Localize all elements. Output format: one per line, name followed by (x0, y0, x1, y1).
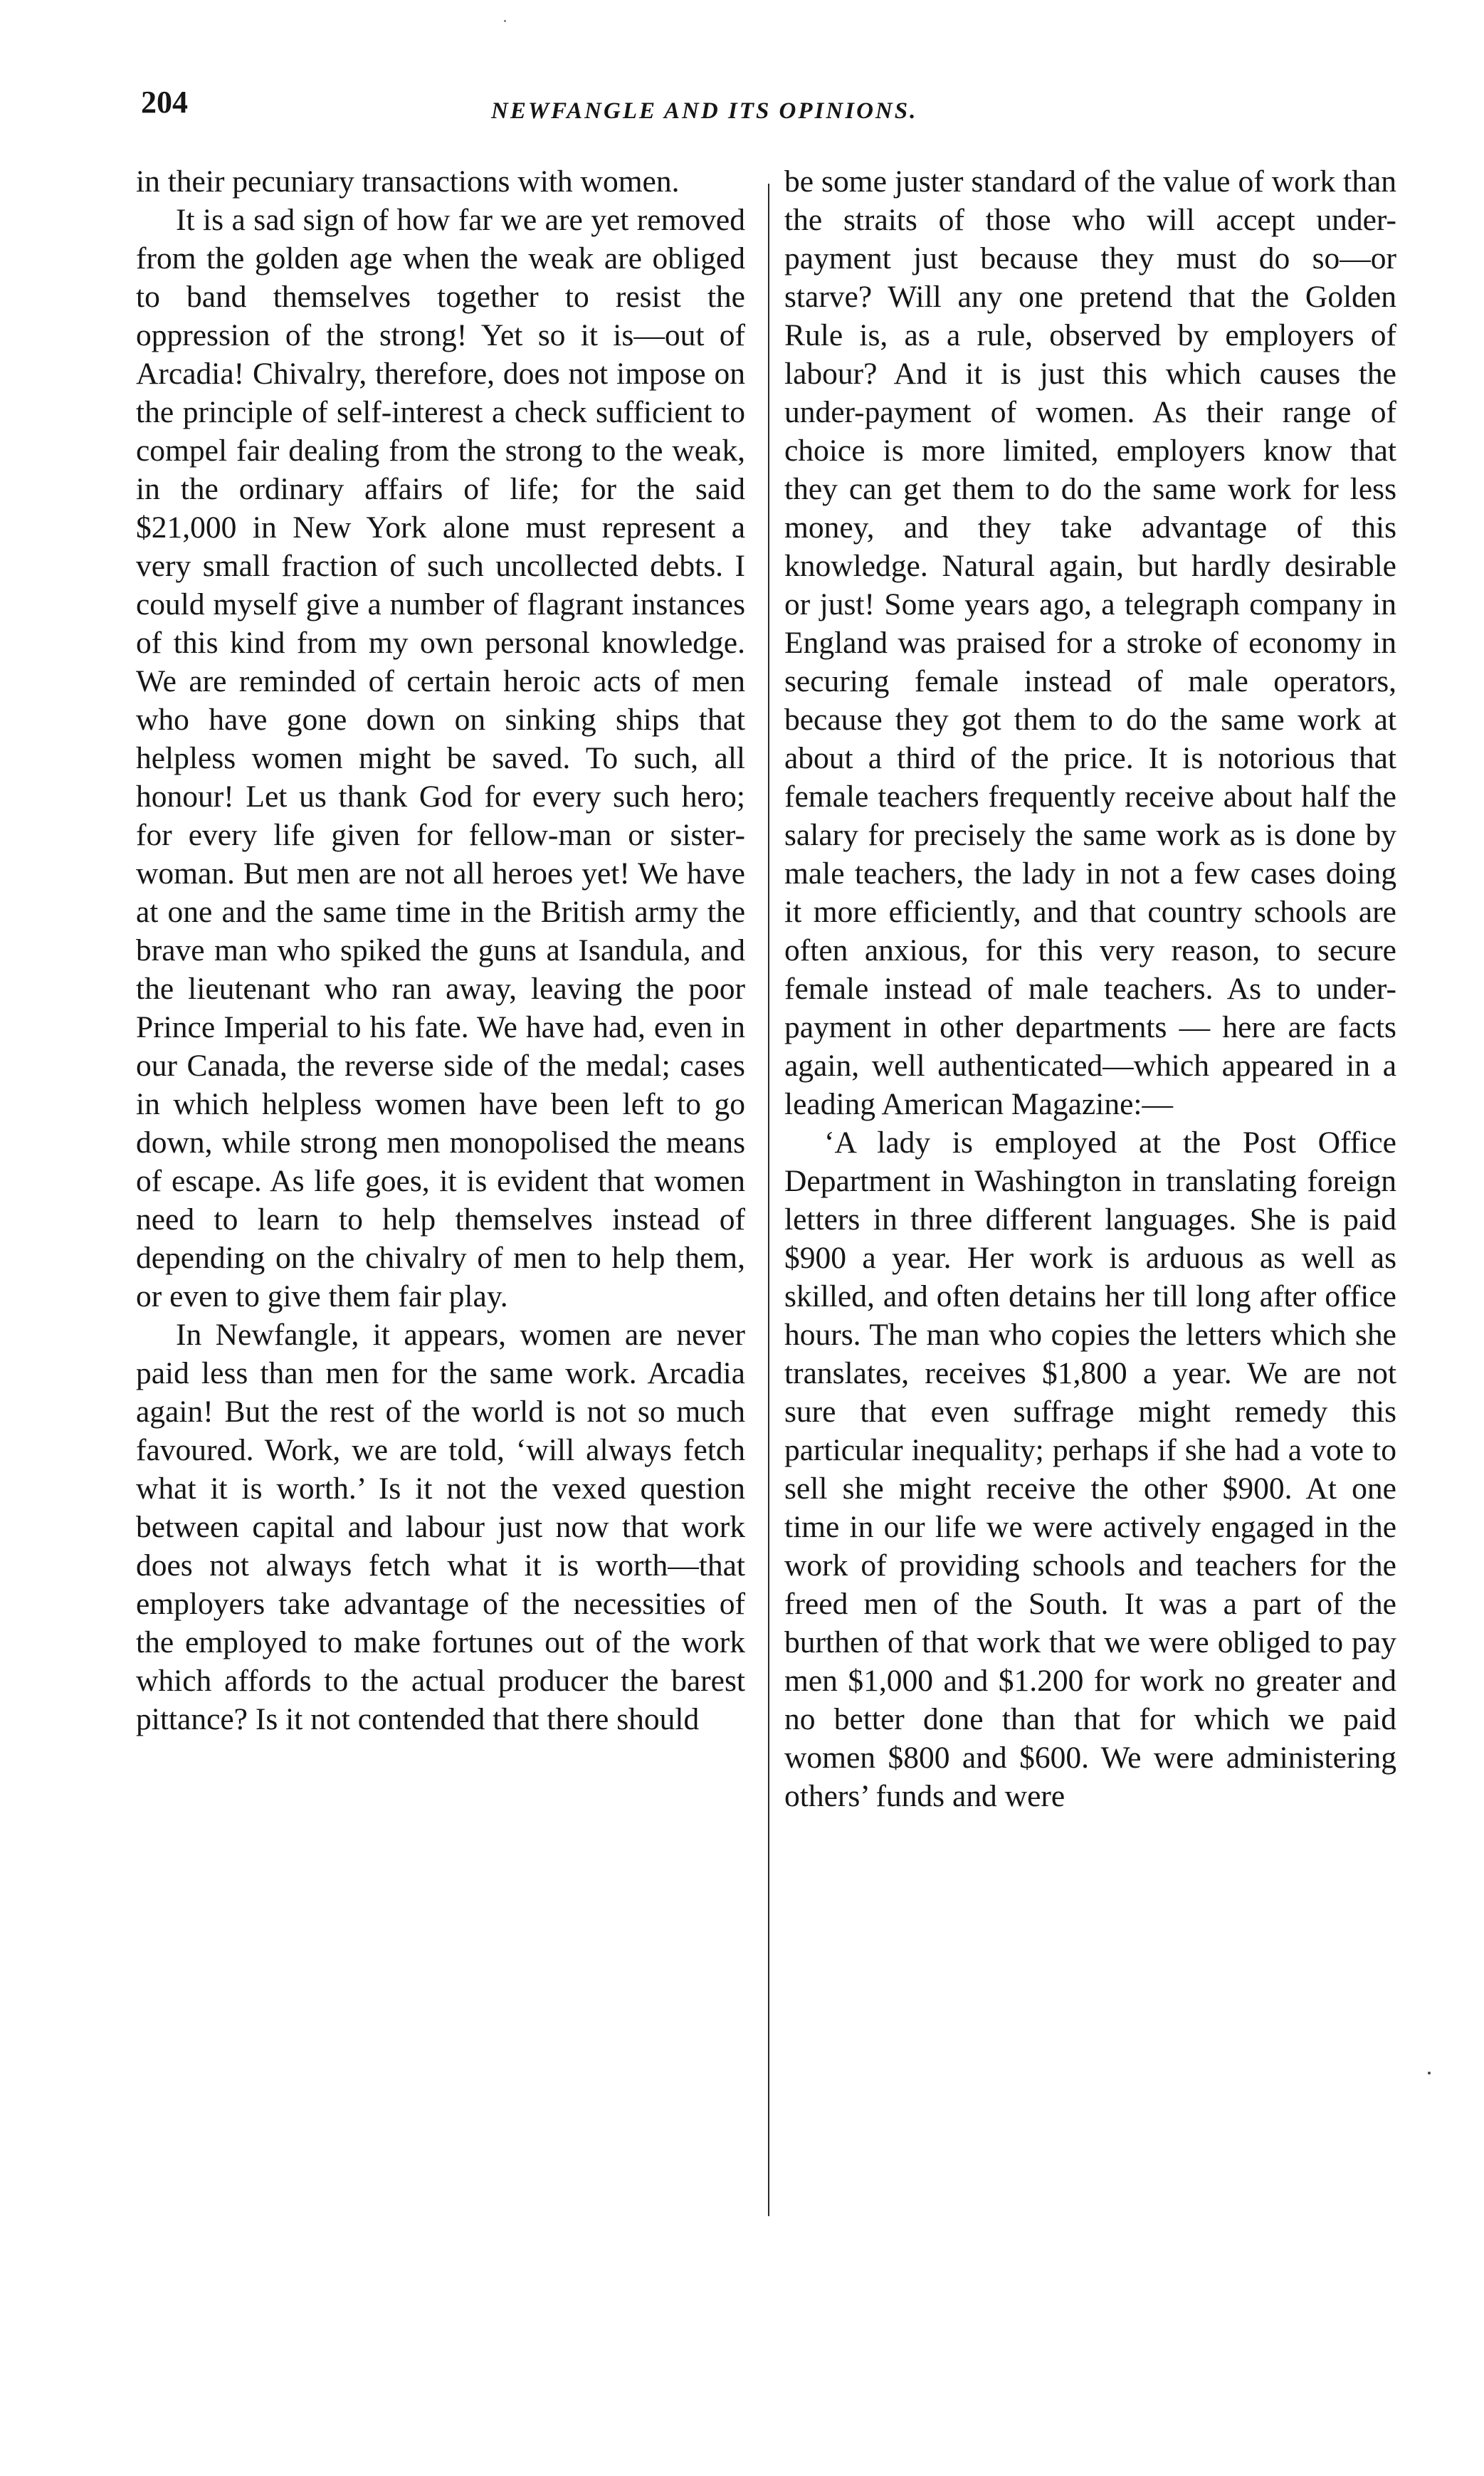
left-text-column (136, 162, 745, 1738)
right-paragraph-1: be some juster standard of the value of work than the straits of those who will accept under-payment just because they must do so—or starve? Will any one pretend that the Golden Rule is, as a rule, observed by employers of labour? And it is just this which causes the under-payment of women. As their range of choice is more limited, employers know that they can get them to do the same work for less money, and they take advantage of this knowledge. Natural again, but hardly desirable or just! Some years ago, a telegraph company in England was praised for a stroke of economy in securing female instead of male operators, because they got them to do the same work at about a third of the price. It is notorious that female teachers frequently receive about half the salary for precisely the same work as is done by male teachers, the lady in not a few cases doing it more efficiently, and that country schools are often anxious, for this very reason, to secure female instead of male teachers. As to under-payment in other departments — here are facts again, well authenticated—which appeared in a leading American Magazine:— (784, 164, 1396, 1121)
column-divider-rule (768, 184, 769, 2216)
left-paragraph-2: It is a sad sign of how far we are yet removed from the golden age when the weak are obliged to band themselves together to resist the oppression of the strong! Yet so it is—out of Arcadia! Chivalry, therefore, does not impose on the principle of self-interest a check sufficient to compel fair dealing from the strong to the weak, in the ordinary affairs of life; for the said $21,000 in New York alone must represent a very small fraction of such uncollected debts. I could myself give a number of flagrant instances of this kind from my own personal knowledge. We are reminded of certain heroic acts of men who have gone down on sinking ships that helpless women might be saved. To such, all honour! Let us thank God for every such hero; for every life given for fellow-man or sister-woman. But men are not all heroes yet! We have at one and the same time in the British army the brave man who spiked the guns at Isandula, and the lieutenant who ran away, leaving the poor Prince Imperial to his fate. We have had, even in our Canada, the reverse side of the medal; cases in which helpless women have been left to go down, while strong men monopolised the means of escape. As life goes, it is evident that women need to learn to help themselves instead of depending on the chivalry of men to help them, or even to give them fair play. (136, 203, 745, 1313)
page-number: 204 (141, 85, 188, 120)
right-text-column (784, 162, 1396, 1815)
printing-speck (504, 20, 506, 22)
left-paragraph-1: in their pecuniary transactions with women. (136, 164, 680, 199)
left-paragraph-3: In Newfangle, it appears, women are never paid less than men for the same work. Arcadia again! But the rest of the world is not so much favoured. Work, we are told, ‘will always fetch what it is worth.’ Is it not the vexed question between capital and labour just now that work does not always fetch what it is worth—that employers take advantage of the necessities of the employed to make fortunes out of the work which affords to the actual producer the barest pittance? Is it not contended that there should (136, 1318, 745, 1736)
running-title: NEWFANGLE AND ITS OPINIONS. (491, 98, 918, 124)
margin-speck (1428, 2072, 1431, 2074)
right-paragraph-quote: ‘A lady is employed at the Post Office Department in Washington in translating foreign letters in three different languages. She is paid $900 a year. Her work is arduous as well as skilled, and often detains her till long after office hours. The man who copies the letters which she translates, receives $1,800 a year. We are not sure that even suffrage might remedy this particular inequality; perhaps if she had a vote to sell she might receive the other $900. At one time in our life we were actively engaged in the work of providing schools and teachers for the freed men of the South. It was a part of the burthen of that work that we were obliged to pay men $1,000 and $1.200 for work no greater and no better done than that for which we paid women $800 and $600. We were administering others’ funds and were (784, 1126, 1396, 1813)
